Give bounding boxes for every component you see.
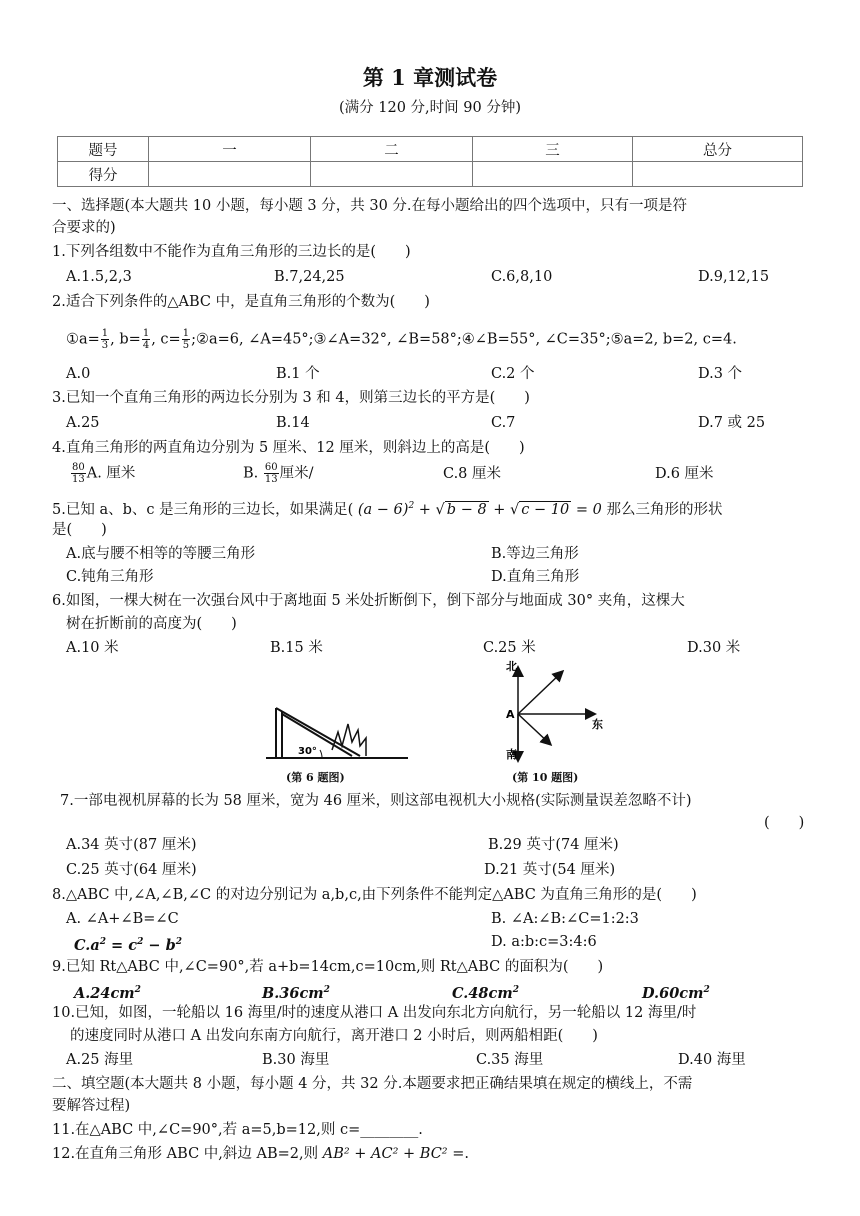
q7-option-a[interactable]: A.34 英寸(87 厘米)	[66, 837, 197, 853]
figure-6-broken-tree	[262, 690, 412, 780]
q8-option-c[interactable]: $C.a^2 = c^2 - b^2$	[74, 936, 182, 954]
q5-stem: 5.已知 a、b、c 是三角形的三边长，如果满足( $(a - 6)^2$ + √ b − 8 + √ c − 10 = 0 那么三角形的形状	[52, 501, 723, 518]
q5-option-a[interactable]: A.底与腰不相等的等腰三角形	[66, 546, 256, 562]
q2-option-c[interactable]: C.2 个	[491, 366, 535, 382]
q1-option-c[interactable]: C.6,8,10	[491, 269, 553, 285]
score-table-header-row	[58, 137, 803, 162]
q5-equation: $(a - 6)^2$ + √ b − 8 + √ c − 10 = 0	[357, 501, 602, 518]
figure-6-angle-label: 30°	[298, 746, 317, 757]
q2-option-b[interactable]: B.1 个	[276, 366, 320, 382]
table-cell: 一	[149, 137, 311, 162]
q6-option-b[interactable]: B.15 米	[270, 640, 323, 656]
q11-answer-blank[interactable]: ________	[360, 1122, 419, 1138]
q4-stem: 4.直角三角形的两直角边分别为 5 厘米、12 厘米，则斜边上的高是( )	[52, 440, 525, 456]
q8-option-a[interactable]: A. ∠A+∠B=∠C	[66, 911, 179, 927]
figure-10-compass	[498, 656, 610, 766]
q9-option-b[interactable]: $B.36cm^2$	[262, 984, 330, 1002]
figure-10-caption: (第 10 题图)	[512, 771, 579, 784]
q1-stem: 1.下列各组数中不能作为直角三角形的三边长的是( )	[52, 244, 411, 260]
score-table	[57, 136, 803, 187]
score-input-cell[interactable]	[473, 162, 633, 187]
tree-crown	[332, 724, 366, 756]
q10-stem: 10.已知，如图，一轮船以 16 海里/时的速度从港口 A 出发向东北方向航行，另一轮船以 12 海里/时	[52, 1005, 697, 1021]
fallen-bottom	[282, 714, 352, 756]
q1-option-b[interactable]: B.7,24,25	[274, 269, 345, 285]
q3-option-d[interactable]: D.7 或 25	[698, 415, 766, 431]
q4-option-c[interactable]: C.8 厘米	[443, 466, 502, 482]
q7-stem: 7.一部电视机屏幕的长为 58 厘米，宽为 46 厘米，则这部电视机大小规格(实际测量误差忽略不计)	[60, 793, 692, 809]
q3-option-b[interactable]: B.14	[276, 415, 310, 431]
q9-option-a[interactable]: $A.24cm^2$	[74, 984, 141, 1002]
q6-option-a[interactable]: A.10 米	[66, 640, 119, 656]
table-cell: 总分	[633, 137, 803, 162]
q1-option-d[interactable]: D.9,12,15	[698, 269, 770, 285]
table-cell: 得分	[58, 162, 149, 187]
q10-option-d[interactable]: D.40 海里	[678, 1052, 746, 1068]
figure-6-caption: (第 6 题图)	[286, 771, 345, 784]
q8-stem: 8.△ABC 中,∠A,∠B,∠C 的对边分别记为 a,b,c,由下列条件不能判定△ABC 为直角三角形的是( )	[52, 887, 697, 903]
q5-option-d[interactable]: D.直角三角形	[491, 569, 580, 585]
page-title: 第 1 章测试卷	[362, 65, 498, 90]
q9-stem: 9.已知 Rt△ABC 中,∠C=90°,若 a+b=14cm,c=10cm,则 Rt△ABC 的面积为( )	[52, 959, 604, 975]
q8-option-d[interactable]: D. a:b:c=3:4:6	[491, 934, 597, 950]
q7-answer-paren: ( )	[764, 815, 805, 831]
q7-option-b[interactable]: B.29 英寸(74 厘米)	[488, 837, 619, 853]
q3-option-c[interactable]: C.7	[491, 415, 516, 431]
northeast-route	[518, 672, 562, 714]
east-label: 东	[592, 718, 603, 731]
table-cell: 题号	[58, 137, 149, 162]
southeast-route	[518, 714, 550, 744]
q2-conditions: ①a= $\frac{1}{3}$ , b= $\frac{1}{4}$ , c= $\frac{1}{5}$ ;②a=6, ∠A=45°;③∠A=32°, ∠B=58°;④∠B=55°, ∠C=35°;⑤a=2, b=2, c=4.	[66, 328, 737, 351]
q8-option-b[interactable]: B. ∠A:∠B:∠C=1:2:3	[491, 911, 639, 927]
q10-option-c[interactable]: C.35 海里	[476, 1052, 544, 1068]
q5-option-c[interactable]: C.钝角三角形	[66, 569, 154, 585]
q6-stem: 6.如图，一棵大树在一次强台风中于离地面 5 米处折断倒下，倒下部分与地面成 30° 夹角，这棵大	[52, 593, 685, 609]
table-cell: 二	[311, 137, 473, 162]
page-subtitle: (满分 120 分,时间 90 分钟)	[339, 100, 521, 116]
section2-heading-cont: 要解答过程)	[52, 1098, 131, 1114]
q12-expression: AB² + AC² + BC² =	[322, 1146, 465, 1162]
q6-stem-cont: 树在折断前的高度为( )	[66, 616, 237, 632]
q12-answer-blank[interactable]: .	[464, 1146, 469, 1162]
score-input-cell[interactable]	[311, 162, 473, 187]
north-label: 北	[506, 660, 517, 673]
q10-stem-cont: 的速度同时从港口 A 出发向东南方向航行，离开港口 2 小时后，则两船相距( )	[70, 1028, 598, 1044]
q12-stem: 12.在直角三角形 ABC 中,斜边 AB=2,则 AB² + AC² + BC² =.	[52, 1146, 469, 1162]
q2-stem: 2.适合下列条件的△ABC 中，是直角三角形的个数为( )	[52, 294, 430, 310]
q6-option-c[interactable]: C.25 米	[483, 640, 536, 656]
q7-option-c[interactable]: C.25 英寸(64 厘米)	[66, 862, 197, 878]
score-input-cell[interactable]	[633, 162, 803, 187]
south-label: 南	[506, 748, 517, 761]
q2-option-a[interactable]: A.0	[66, 366, 91, 382]
q10-option-a[interactable]: A.25 海里	[66, 1052, 134, 1068]
q4-option-d[interactable]: D.6 厘米	[655, 466, 714, 482]
q9-option-c[interactable]: $C.48cm^2$	[452, 984, 519, 1002]
fallen-top	[276, 708, 360, 756]
section1-heading-cont: 合要求的)	[52, 220, 116, 236]
q9-option-d[interactable]: $D.60cm^2$	[642, 984, 710, 1002]
q11-stem: 11.在△ABC 中,∠C=90°,若 a=5,b=12,则 c=________.	[52, 1122, 423, 1138]
q10-option-b[interactable]: B.30 海里	[262, 1052, 330, 1068]
q1-option-a[interactable]: A.1.5,2,3	[66, 269, 132, 285]
score-input-cell[interactable]	[149, 162, 311, 187]
q7-option-d[interactable]: D.21 英寸(54 厘米)	[484, 862, 616, 878]
q3-option-a[interactable]: A.25	[66, 415, 100, 431]
q5-option-b[interactable]: B.等边三角形	[491, 546, 579, 562]
q5-stem-cont: 是( )	[52, 522, 107, 538]
q2-option-d[interactable]: D.3 个	[698, 366, 743, 382]
score-table-score-row	[58, 162, 803, 187]
point-a-label: A	[506, 708, 515, 721]
q4-option-b[interactable]: B. $\frac{60}{13}$ 厘米/	[243, 462, 314, 485]
q6-option-d[interactable]: D.30 米	[687, 640, 741, 656]
section1-heading: 一、选择题(本大题共 10 小题，每小题 3 分，共 30 分.在每小题给出的四个选项中，只有一项是符	[52, 198, 688, 214]
q4-option-a[interactable]: $\frac{80}{13}$ A. 厘米	[72, 462, 136, 485]
angle-arc	[320, 750, 322, 758]
table-cell: 三	[473, 137, 633, 162]
q3-stem: 3.已知一个直角三角形的两边长分别为 3 和 4，则第三边长的平方是( )	[52, 390, 530, 406]
section2-heading: 二、填空题(本大题共 8 小题，每小题 4 分，共 32 分.本题要求把正确结果填在规定的横线上，不需	[52, 1076, 693, 1092]
